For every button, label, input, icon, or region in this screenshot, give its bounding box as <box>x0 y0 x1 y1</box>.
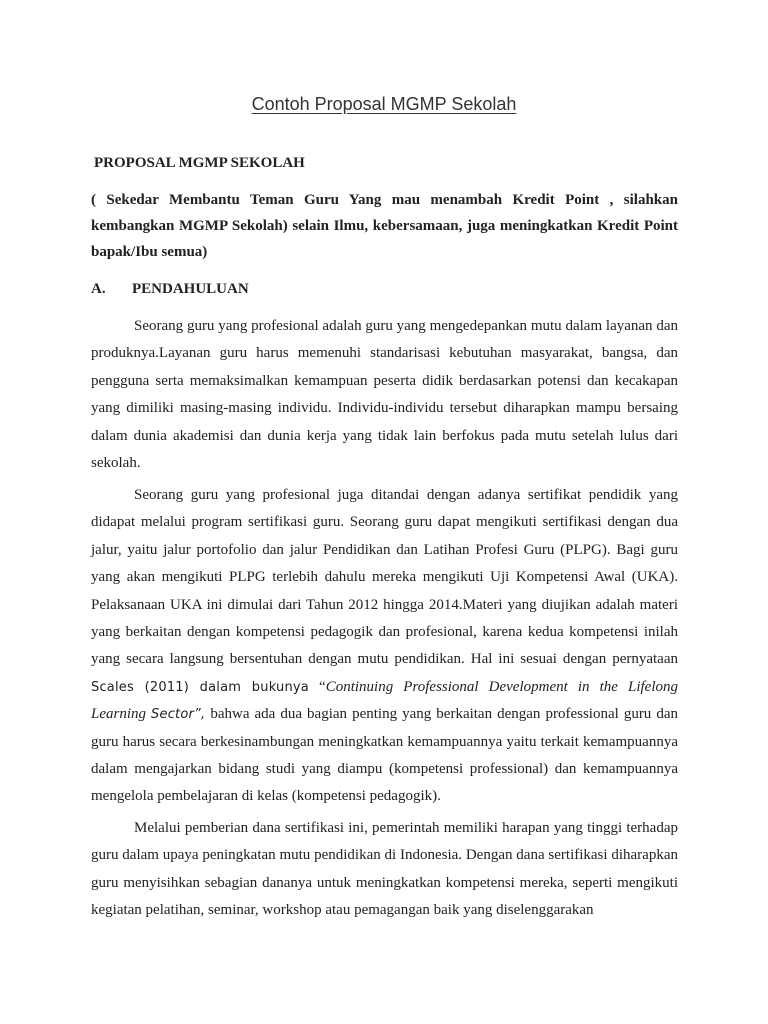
paragraph-2-text-a: Seorang guru yang profesional juga ditandai dengan adanya sertifikat pendidik yang didapat melalui program sertifikasi guru. Seorang guru dapat mengikuti sertifikasi dengan dua jalur, yaitu jalur portofolio dan jalur Pendidikan dan Latihan Profesi Guru (PLPG). Bagi guru yang akan mengikuti PLPG terlebih dahulu mereka mengikuti Uji Kompetensi Awal (UKA). Pelaksanaan UKA ini dimulai dari Tahun 2012 hingga 2014.Materi yang diujikan adalah materi yang berkaitan dengan kompetensi pedagogik dan profesional, karena kedua kompetensi inilah yang secara langsung bersentuhan dengan mutu pendidikan. Hal ini sesuai dengan pernyataan <box>91 487 678 668</box>
section-number: A. <box>91 281 106 297</box>
citation-text: Scales (2011) dalam bukunya <box>91 679 309 695</box>
intro-note: ( Sekedar Membantu Teman Guru Yang mau menambah Kredit Point , silahkan kembangkan MGMP Sekolah) selain Ilmu, kebersamaan, juga meningkatkan Kredit Point bapak/Ibu semua) <box>91 192 678 260</box>
paragraph-1: Seorang guru yang profesional adalah guru yang mengedepankan mutu dalam layanan dan produknya.Layanan guru harus memenuhi standarisasi kebutuhan masyarakat, bangsa, dan pengguna serta memaksimalkan kemampuan peserta didik berdasarkan potensi dan kecakapan yang dimiliki masing-masing individu. Individu-individu tersebut diharapkan mampu bersaing dalam dunia akademisi dan dunia kerja yang tidak lain berfokus pada mutu setelah lulus dari sekolah. <box>91 318 678 472</box>
proposal-heading: PROPOSAL MGMP SEKOLAH <box>94 155 305 171</box>
book-title-end: Sector”, <box>151 707 206 723</box>
open-quote: “ <box>319 678 326 695</box>
paragraph-2-text-b: bahwa ada dua bagian penting yang berkaitan dengan professional guru dan guru harus secara berkesinambungan meningkatkan kemampuannya yaitu terkait kemampuannya dalam mengajarkan bidang studi yang diampu (kompetensi professional) dan kemampuannya mengelola pembelajaran di kelas (kompetensi pedagogik). <box>91 706 678 805</box>
section-title: PENDAHULUAN <box>132 281 249 297</box>
document-title: Contoh Proposal MGMP Sekolah <box>251 94 517 114</box>
book-title: Continuing Professional Development in the Lifelong Learning <box>91 678 678 723</box>
paragraph-2 <box>91 482 678 811</box>
paragraph-3: Melalui pemberian dana sertifikasi ini, pemerintah memiliki harapan yang tinggi terhadap guru dalam upaya peningkatan mutu pendidikan di Indonesia. Dengan dana sertifikasi diharapkan guru menyisihkan sebagian dananya untuk meningkatkan kompetensi mereka, seperti mengikuti kegiatan pelatihan, seminar, workshop atau pemagangan baik yang diselenggarakan <box>91 820 678 919</box>
section-heading <box>91 281 249 298</box>
